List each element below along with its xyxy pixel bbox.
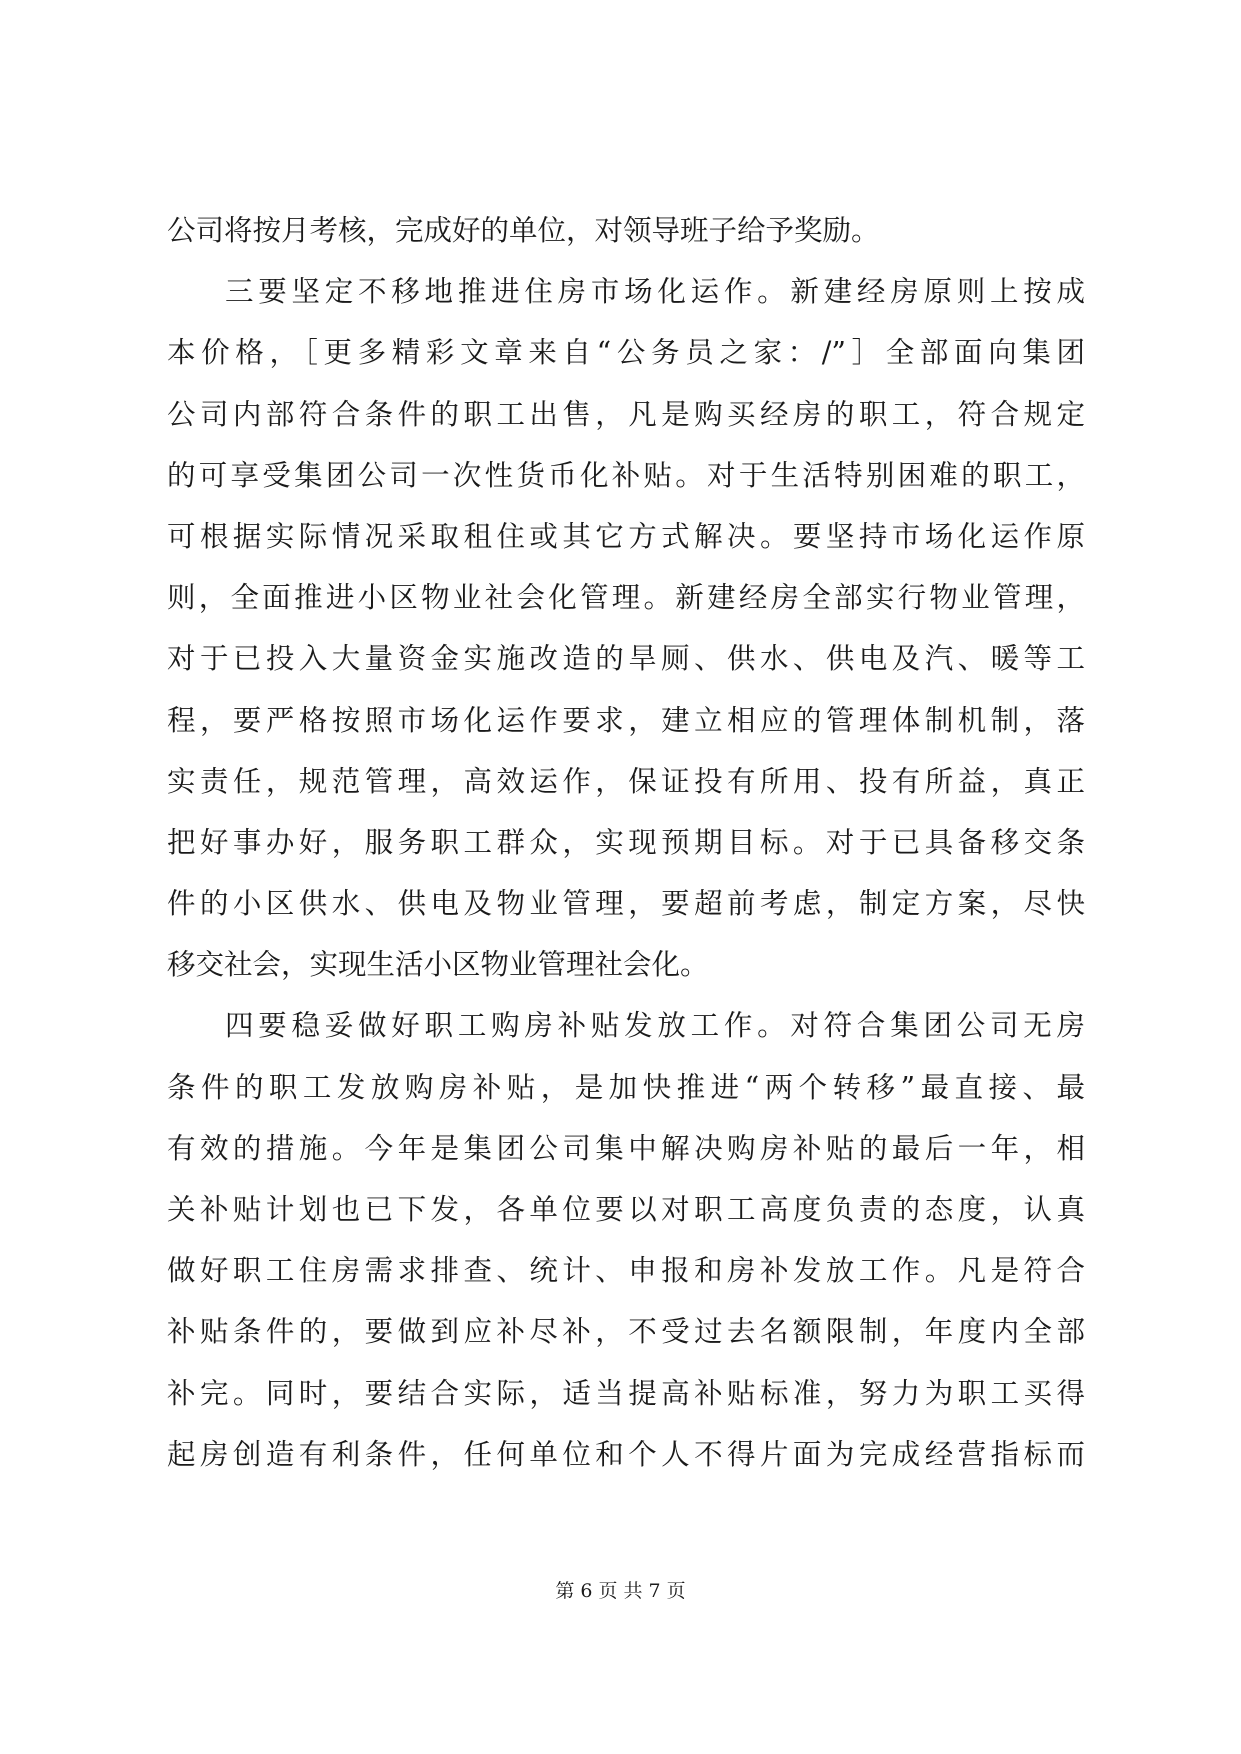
text-line: 的可享受集团公司一次性货币化补贴。对于生活特别困难的职工，: [167, 458, 1085, 492]
body-text: [167, 200, 1085, 1485]
text-line: 补贴条件的，要做到应补尽补，不受过去名额限制，年度内全部: [167, 1315, 1085, 1349]
text-line: 可根据实际情况采取租住或其它方式解决。要坚持市场化运作原: [167, 519, 1085, 553]
page-footer: 第 6 页 共 7 页: [555, 1580, 686, 1602]
text-line: 公司将按月考核，完成好的单位，对领导班子给予奖励。: [167, 214, 880, 247]
text-line: 程，要严格按照市场化运作要求，建立相应的管理体制机制，落: [167, 703, 1085, 737]
text-line: 对于已投入大量资金实施改造的旱厕、供水、供电及汽、暖等工: [167, 642, 1085, 676]
text-line: 本价格，［更多精彩文章来自“公务员之家：/”］全部面向集团: [167, 336, 1085, 370]
text-line: 条件的职工发放购房补贴，是加快推进“两个转移”最直接、最: [167, 1070, 1085, 1104]
text-line: 实责任，规范管理，高效运作，保证投有所用、投有所益，真正: [167, 764, 1085, 798]
text-line: 移交社会，实现生活小区物业管理社会化。: [167, 948, 709, 982]
text-line: 起房创造有利条件，任何单位和个人不得片面为完成经营指标而: [167, 1437, 1085, 1471]
text-line: 有效的措施。今年是集团公司集中解决购房补贴的最后一年，相: [167, 1131, 1085, 1165]
text-line: 公司内部符合条件的职工出售，凡是购买经房的职工，符合规定: [167, 397, 1085, 431]
text-line: 件的小区供水、供电及物业管理，要超前考虑，制定方案，尽快: [167, 887, 1085, 921]
text-line: 三要坚定不移地推进住房市场化运作。新建经房原则上按成: [225, 275, 1085, 309]
text-line: 则，全面推进小区物业社会化管理。新建经房全部实行物业管理，: [167, 581, 1085, 615]
text-line: 补完。同时，要结合实际，适当提高补贴标准，努力为职工买得: [167, 1376, 1085, 1410]
text-line: 做好职工住房需求排查、统计、申报和房补发放工作。凡是符合: [167, 1254, 1085, 1288]
text-line: 关补贴计划也已下发，各单位要以对职工高度负责的态度，认真: [167, 1193, 1085, 1226]
text-line: 四要稳妥做好职工购房补贴发放工作。对符合集团公司无房: [225, 1009, 1085, 1043]
text-line: 把好事办好，服务职工群众，实现预期目标。对于已具备移交条: [167, 825, 1085, 859]
